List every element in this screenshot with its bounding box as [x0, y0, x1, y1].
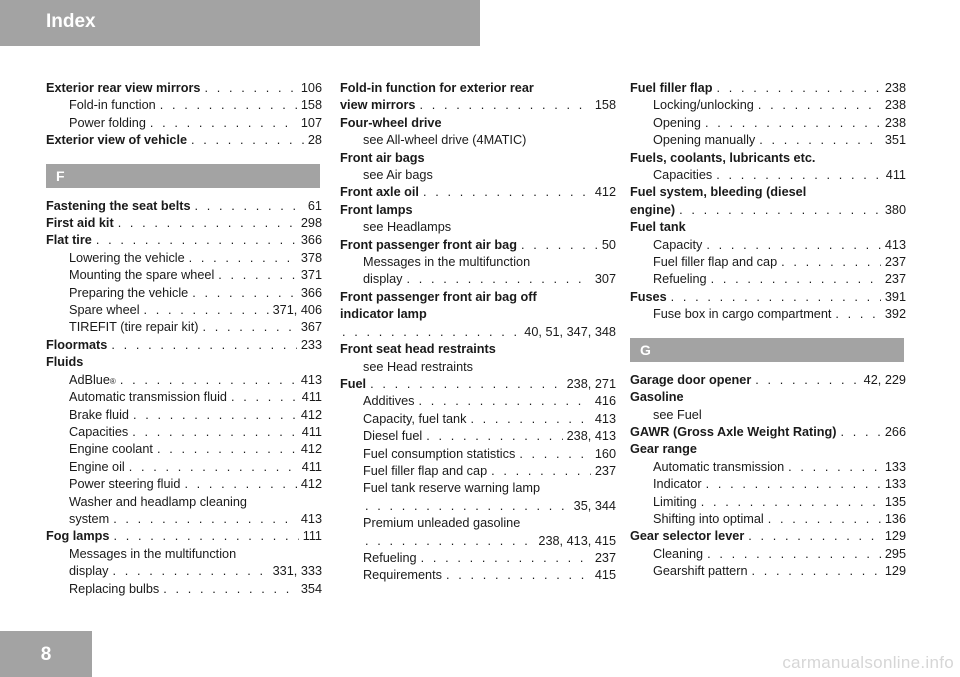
entry-page-ref: 412	[300, 477, 322, 492]
entry-label: TIREFIT (tire repair kit)	[69, 320, 199, 335]
dot-leader	[835, 306, 880, 323]
entry-label: Fuel filler flap and cap	[363, 463, 488, 478]
entry-page-ref: 298	[300, 216, 322, 231]
index-subentry	[46, 319, 322, 336]
index-entry	[630, 80, 906, 97]
index-subentry	[630, 459, 906, 476]
entry-page-ref: 371, 406	[272, 303, 322, 318]
dot-leader	[711, 271, 881, 288]
index-subentry	[340, 550, 616, 567]
index-subentry	[630, 271, 906, 288]
index-subtext	[630, 407, 906, 424]
index-column-2	[340, 80, 616, 585]
heading-text: Front lamps	[340, 202, 413, 217]
index-subentry	[340, 446, 616, 463]
index-heading	[630, 441, 906, 458]
entry-page-ref: 413	[300, 372, 322, 387]
dot-leader	[671, 289, 881, 306]
entry-label: Additives	[363, 394, 415, 409]
entry-page-ref: 135	[884, 494, 906, 509]
dot-leader	[157, 441, 297, 458]
entry-page-ref: 367	[300, 320, 322, 335]
entry-label: Cleaning	[653, 546, 704, 561]
dot-leader	[231, 389, 298, 406]
dot-leader	[120, 372, 297, 389]
entry-page-ref: 351	[884, 133, 906, 148]
entry-label: Fuses	[630, 289, 667, 304]
entry-label: Power folding	[69, 115, 146, 130]
dot-leader	[755, 372, 859, 389]
entry-label: Front axle oil	[340, 185, 419, 200]
entry-label: Capacities	[69, 424, 129, 439]
entry-label: Automatic transmission	[653, 459, 785, 474]
entry-page-ref: 237	[884, 255, 906, 270]
dot-leader	[707, 546, 881, 563]
heading-text: Fuel system, bleeding (diesel	[630, 185, 807, 200]
entry-page-ref: 129	[884, 564, 906, 579]
dot-leader	[204, 80, 296, 97]
index-heading	[340, 115, 616, 132]
entry-page-ref: 413	[594, 411, 616, 426]
index-subtext	[340, 219, 616, 236]
entry-page-ref: 111	[302, 529, 322, 544]
heading-text: Fluids	[46, 355, 84, 370]
index-entry	[340, 376, 616, 393]
entry-page-ref: 411	[301, 390, 322, 405]
entry-label: engine)	[630, 202, 676, 217]
heading-text: Front air bags	[340, 150, 425, 165]
entry-label: Front passenger front air bag	[340, 237, 517, 252]
index-column-1	[46, 80, 322, 598]
entry-page-ref: 133	[884, 477, 906, 492]
index-subentry	[46, 389, 322, 406]
entry-page-ref: 106	[300, 81, 322, 95]
entry-page-ref: 160	[594, 446, 616, 461]
entry-page-ref: 237	[594, 550, 616, 565]
entry-label: Mounting the spare wheel	[69, 268, 215, 283]
dot-leader	[423, 184, 591, 201]
index-subentry	[46, 115, 322, 132]
entry-page-ref: 295	[884, 546, 906, 561]
index-subentry	[630, 494, 906, 511]
dot-leader	[426, 428, 562, 445]
subtext-text: see Head restraints	[363, 359, 474, 374]
entry-page-ref: 380	[884, 202, 906, 217]
index-subtext	[340, 167, 616, 184]
index-subentry	[46, 459, 322, 476]
dot-leader	[521, 237, 598, 254]
entry-page-ref: 28	[307, 133, 322, 148]
index-entry	[630, 202, 906, 219]
entry-page-ref: 412	[300, 407, 322, 422]
entry-page-ref: 61	[307, 198, 322, 213]
heading-text: Fold-in function for exterior rear	[340, 81, 534, 95]
dot-leader	[716, 167, 882, 184]
dot-leader	[491, 463, 591, 480]
entry-page-ref: 371	[300, 268, 322, 283]
entry-label: display	[69, 564, 109, 579]
index-subentry	[340, 411, 616, 428]
dot-leader	[132, 424, 298, 441]
index-page-line	[340, 498, 616, 515]
subtext-text: see Headlamps	[363, 220, 452, 235]
entry-label: Locking/unlocking	[653, 98, 754, 113]
entry-label: Capacity, fuel tank	[363, 411, 467, 426]
index-entry	[630, 528, 906, 545]
entry-label: Automatic transmission fluid	[69, 390, 227, 405]
index-entry	[340, 237, 616, 254]
entry-page-ref: 238	[884, 115, 906, 130]
subtext-text: Premium unleaded gasoline	[363, 516, 521, 531]
index-subentry	[46, 563, 322, 580]
entry-page-ref: 238	[884, 98, 906, 113]
index-entry	[340, 97, 616, 114]
heading-text: Gasoline	[630, 390, 684, 405]
dot-leader	[189, 250, 297, 267]
index-heading	[340, 289, 616, 306]
dot-leader	[421, 550, 591, 567]
index-subentry	[46, 97, 322, 114]
index-subtext	[340, 254, 616, 271]
index-heading	[340, 306, 616, 323]
entry-label: display	[363, 272, 403, 287]
dot-leader	[144, 302, 269, 319]
dot-leader	[113, 563, 269, 580]
entry-label: Engine oil	[69, 459, 125, 474]
dot-leader	[370, 376, 563, 393]
entry-label: Fuel filler flap	[630, 81, 713, 95]
entry-label: Gear selector lever	[630, 529, 745, 544]
index-entry	[340, 184, 616, 201]
dot-leader	[788, 459, 881, 476]
entry-label: AdBlue	[69, 372, 110, 387]
index-entry	[46, 337, 322, 354]
entry-label: Fuel	[340, 376, 367, 391]
entry-page-ref: 411	[301, 459, 322, 474]
index-subentry	[630, 167, 906, 184]
index-subentry	[46, 581, 322, 598]
entry-label: Fastening the seat belts	[46, 198, 191, 213]
entry-label: Engine coolant	[69, 442, 153, 457]
index-subentry: AdBlue ® . . . 413	[46, 372, 322, 389]
entry-label: Fuel consumption statistics	[363, 446, 516, 461]
entry-label: Capacities	[653, 168, 713, 183]
dot-leader	[195, 198, 304, 215]
dot-leader	[759, 132, 881, 149]
index-subentry	[630, 546, 906, 563]
dot-leader	[113, 511, 297, 528]
dot-leader	[701, 494, 881, 511]
entry-label: Requirements	[363, 568, 442, 583]
entry-page-ref: 238, 413, 415	[538, 533, 616, 548]
entry-page-ref: 413	[884, 237, 906, 252]
entry-label: Exterior rear view mirrors	[46, 81, 201, 95]
dot-leader	[192, 285, 297, 302]
watermark-text: carmanualsonline.info	[782, 653, 954, 672]
dot-leader	[342, 324, 520, 341]
subtext-text: Washer and headlamp cleaning	[69, 494, 247, 509]
index-subentry	[340, 271, 616, 288]
entry-label: Preparing the vehicle	[69, 285, 189, 300]
dot-leader	[716, 80, 880, 97]
entry-page-ref: 50	[601, 237, 616, 252]
index-subtext	[46, 546, 322, 563]
entry-page-ref: 129	[884, 529, 906, 544]
entry-page-ref: 354	[300, 581, 322, 596]
entry-label: Opening	[653, 115, 701, 130]
page-title: Index	[46, 11, 96, 32]
index-subtext	[340, 515, 616, 532]
index-heading	[46, 354, 322, 371]
entry-page-ref: 238, 271	[566, 376, 616, 391]
index-subentry	[630, 254, 906, 271]
entry-page-ref: 366	[300, 233, 322, 248]
dot-leader	[768, 511, 881, 528]
entry-page-ref: 107	[300, 115, 322, 130]
index-heading	[630, 150, 906, 167]
index-subentry	[46, 476, 322, 493]
entry-page-ref: 413	[300, 511, 322, 526]
entries-col1-top	[46, 80, 322, 150]
index-subentry	[630, 97, 906, 114]
entry-label: Power steering fluid	[69, 477, 181, 492]
page-number: 8	[40, 644, 52, 665]
index-subentry	[46, 267, 322, 284]
entry-page-ref: 237	[884, 272, 906, 287]
subtext-text: Messages in the multifunction	[69, 546, 237, 561]
entry-page-ref: 415	[594, 568, 616, 583]
entry-page-ref: 35, 344	[573, 498, 616, 513]
dot-leader	[748, 528, 881, 545]
heading-text: indicator lamp	[340, 307, 427, 322]
entry-page-ref: 331, 333	[272, 564, 322, 579]
dot-leader	[163, 581, 297, 598]
entry-page-ref: 391	[884, 289, 906, 304]
entry-label: view mirrors	[340, 98, 416, 113]
index-subentry	[630, 511, 906, 528]
entry-label: First aid kit	[46, 216, 114, 231]
index-subentry	[46, 511, 322, 528]
dot-leader	[781, 254, 881, 271]
dot-leader	[705, 115, 881, 132]
dot-leader	[365, 498, 570, 515]
dot-leader	[446, 567, 591, 584]
heading-text: Four-wheel drive	[340, 115, 442, 130]
entry-page-ref: 238	[884, 81, 906, 95]
index-entry	[46, 215, 322, 232]
index-subentry	[46, 285, 322, 302]
index-heading	[340, 202, 616, 219]
index-heading	[630, 219, 906, 236]
dot-leader	[752, 563, 881, 580]
dot-leader	[202, 319, 296, 336]
index-subtext	[340, 132, 616, 149]
entries-col1-bottom	[46, 198, 322, 598]
index-subtext	[340, 480, 616, 497]
entry-label: Floormats	[46, 337, 108, 352]
section-header-f: F	[46, 164, 320, 188]
entry-label: Replacing bulbs	[69, 581, 160, 596]
index-subentry	[630, 132, 906, 149]
heading-text: Front passenger front air bag off	[340, 289, 537, 304]
index-column-3	[630, 80, 906, 581]
dot-leader	[407, 271, 591, 288]
entry-page-ref: 411	[885, 168, 906, 183]
entry-label: Fog lamps	[46, 529, 110, 544]
dot-leader	[706, 476, 881, 493]
index-entry	[46, 80, 322, 97]
dot-leader	[184, 476, 296, 493]
dot-leader	[113, 528, 298, 545]
dot-leader	[96, 232, 297, 249]
index-subentry	[46, 302, 322, 319]
dot-leader	[118, 215, 297, 232]
subtext-text: see All-wheel drive (4MATIC)	[363, 133, 527, 148]
dot-leader	[679, 202, 881, 219]
index-subentry	[630, 306, 906, 323]
entry-label: Opening manually	[653, 133, 756, 148]
dot-leader	[758, 97, 881, 114]
subtext-text: Messages in the multifunction	[363, 255, 531, 270]
index-heading	[340, 341, 616, 358]
dot-leader	[191, 132, 304, 149]
dot-leader	[129, 459, 298, 476]
entry-label: Refueling	[653, 272, 707, 287]
entry-page-ref: 40, 51, 347, 348	[524, 324, 616, 339]
entry-label: Gearshift pattern	[653, 564, 748, 579]
index-page-line	[340, 533, 616, 550]
entry-label: Garage door opener	[630, 372, 752, 387]
index-entry	[630, 372, 906, 389]
entry-page-ref: 411	[301, 424, 322, 439]
entries-col2	[340, 80, 616, 585]
index-subentry	[46, 250, 322, 267]
dot-leader	[706, 237, 880, 254]
heading-text: Front seat head restraints	[340, 342, 496, 357]
entries-col3-top	[630, 80, 906, 324]
index-entry	[630, 424, 906, 441]
entry-label: Fuel filler flap and cap	[653, 255, 778, 270]
entry-label: Diesel fuel	[363, 429, 423, 444]
dot-leader	[519, 446, 591, 463]
dot-leader	[150, 115, 297, 132]
index-entry	[46, 232, 322, 249]
index-heading	[630, 184, 906, 201]
entry-label: Spare wheel	[69, 303, 140, 318]
dot-leader	[218, 267, 297, 284]
dot-leader	[133, 407, 297, 424]
index-subentry	[630, 115, 906, 132]
entry-page-ref: 366	[300, 285, 322, 300]
entry-label: Refueling	[363, 550, 417, 565]
dot-leader	[419, 97, 590, 114]
entry-label: Capacity	[653, 237, 703, 252]
index-subentry	[46, 441, 322, 458]
index-heading	[340, 80, 616, 97]
entry-page-ref: 158	[300, 98, 322, 113]
dot-leader	[365, 533, 534, 550]
subtext-text: see Fuel	[653, 407, 702, 422]
index-subentry	[630, 237, 906, 254]
dot-leader	[418, 393, 590, 410]
entry-page-ref: 136	[884, 511, 906, 526]
page-number-tab	[0, 631, 92, 677]
entry-label: Limiting	[653, 494, 697, 509]
subtext-text: see Air bags	[363, 168, 433, 183]
entry-page-ref: 412	[594, 185, 616, 200]
index-subtext	[340, 359, 616, 376]
entry-page-ref: 238, 413	[566, 429, 616, 444]
section-header-g: G	[630, 338, 904, 362]
entry-page-ref: 378	[300, 250, 322, 265]
dot-leader	[470, 411, 590, 428]
index-entry	[630, 289, 906, 306]
index-page-line	[340, 324, 616, 341]
subtext-text: Fuel tank reserve warning lamp	[363, 481, 540, 496]
entry-label: system	[69, 511, 110, 526]
entry-page-ref: 237	[594, 463, 616, 478]
entry-page-ref: 307	[594, 272, 616, 287]
entry-label: Lowering the vehicle	[69, 250, 185, 265]
dot-leader	[160, 97, 297, 114]
index-entry	[46, 528, 322, 545]
entry-label: Fold-in function	[69, 98, 156, 113]
dot-leader	[841, 424, 881, 441]
index-subentry	[340, 393, 616, 410]
index-subentry	[340, 463, 616, 480]
entry-page-ref: 392	[884, 307, 906, 322]
index-subentry	[340, 567, 616, 584]
entry-label: Brake fluid	[69, 407, 129, 422]
index-heading	[340, 150, 616, 167]
index-subtext	[46, 494, 322, 511]
index-subentry	[46, 407, 322, 424]
index-heading	[630, 389, 906, 406]
index-subentry	[630, 476, 906, 493]
entry-page-ref: 233	[300, 337, 322, 352]
index-subentry	[340, 428, 616, 445]
entry-page-ref: 412	[300, 442, 322, 457]
entry-label: Exterior view of vehicle	[46, 133, 188, 148]
entries-col3-bottom	[630, 372, 906, 581]
entry-label: Fuse box in cargo compartment	[653, 307, 832, 322]
index-subentry	[46, 424, 322, 441]
entry-page-ref: 42, 229	[863, 372, 906, 387]
index-entry	[46, 132, 322, 149]
entry-label: Indicator	[653, 477, 702, 492]
dot-leader	[111, 337, 296, 354]
heading-text: Gear range	[630, 442, 697, 457]
header-tab	[0, 0, 480, 46]
entry-page-ref: 158	[594, 98, 616, 113]
index-subentry	[630, 563, 906, 580]
entry-label: GAWR (Gross Axle Weight Rating)	[630, 424, 837, 439]
entry-page-ref: 416	[594, 394, 616, 409]
entry-label: Shifting into optimal	[653, 511, 764, 526]
entry-label: Flat tire	[46, 233, 92, 248]
heading-text: Fuels, coolants, lubricants etc.	[630, 150, 816, 165]
index-entry	[46, 198, 322, 215]
entry-page-ref: 266	[884, 424, 906, 439]
entry-page-ref: 133	[884, 459, 906, 474]
heading-text: Fuel tank	[630, 220, 686, 235]
